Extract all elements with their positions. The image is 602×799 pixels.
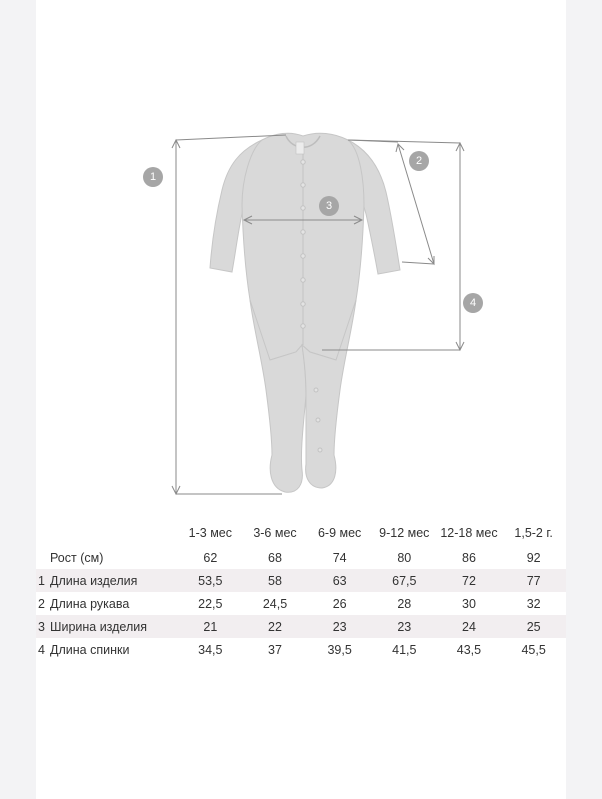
table-cell: 68 xyxy=(268,550,282,565)
marker-1: 1 xyxy=(143,167,163,187)
table-cell: 34,5 xyxy=(198,642,223,657)
sleepsuit-illustration xyxy=(210,133,400,492)
table-cell: 22,5 xyxy=(198,596,223,611)
size-column-header: 1-3 мес xyxy=(188,526,232,540)
row-number: 2 xyxy=(38,596,45,611)
table-cell: 28 xyxy=(397,596,412,611)
row-label: Длина рукава xyxy=(50,596,130,611)
marker-3: 3 xyxy=(319,196,339,216)
table-cell: 32 xyxy=(526,596,541,611)
table-row xyxy=(36,638,566,661)
size-column-header: 12-18 мес xyxy=(440,526,498,540)
size-column-header: 1,5-2 г. xyxy=(514,526,553,540)
table-cell: 74 xyxy=(332,550,347,565)
label-tag xyxy=(296,142,304,154)
table-cell: 24,5 xyxy=(262,596,288,611)
table-cell: 22 xyxy=(243,615,308,638)
table-row xyxy=(36,615,566,638)
table-cell: 58 xyxy=(243,569,308,592)
table-row xyxy=(36,592,566,615)
row-label: Ширина изделия xyxy=(50,615,178,638)
size-column-header: 3-6 мес xyxy=(253,526,297,540)
marker-2: 2 xyxy=(409,151,429,171)
size-table xyxy=(36,520,566,661)
row-label: Длина спинки xyxy=(50,642,130,657)
table-cell: 67,5 xyxy=(372,569,437,592)
table-cell: 37 xyxy=(268,642,282,657)
size-chart xyxy=(36,520,566,661)
table-cell: 53,5 xyxy=(178,569,243,592)
table-cell: 45,5 xyxy=(521,642,546,657)
size-header-row xyxy=(36,520,566,546)
table-row xyxy=(36,569,566,592)
table-cell: 21 xyxy=(178,615,243,638)
table-cell: 63 xyxy=(307,569,372,592)
table-cell: 23 xyxy=(372,615,437,638)
table-cell: 39,5 xyxy=(327,642,352,657)
row-label: Длина изделия xyxy=(50,569,178,592)
table-cell: 80 xyxy=(397,550,412,565)
table-cell: 24 xyxy=(437,615,502,638)
table-cell: 62 xyxy=(203,550,218,565)
table-cell: 26 xyxy=(332,596,347,611)
table-cell: 30 xyxy=(462,596,476,611)
table-row xyxy=(36,546,566,569)
table-cell: 77 xyxy=(501,569,566,592)
marker-4: 4 xyxy=(463,293,483,313)
size-column-header: 9-12 мес xyxy=(379,526,430,540)
table-cell: 25 xyxy=(501,615,566,638)
row-label: Рост (см) xyxy=(50,550,104,565)
row-number: 3 xyxy=(36,615,50,638)
size-column-header: 6-9 мес xyxy=(317,526,362,540)
table-cell: 86 xyxy=(462,550,476,565)
row-number: 1 xyxy=(36,569,50,592)
table-cell: 43,5 xyxy=(456,642,482,657)
table-cell: 41,5 xyxy=(392,642,417,657)
table-cell: 92 xyxy=(526,550,541,565)
row-number xyxy=(36,546,50,569)
row-number: 4 xyxy=(38,642,45,657)
table-cell: 72 xyxy=(437,569,502,592)
table-cell: 23 xyxy=(307,615,372,638)
